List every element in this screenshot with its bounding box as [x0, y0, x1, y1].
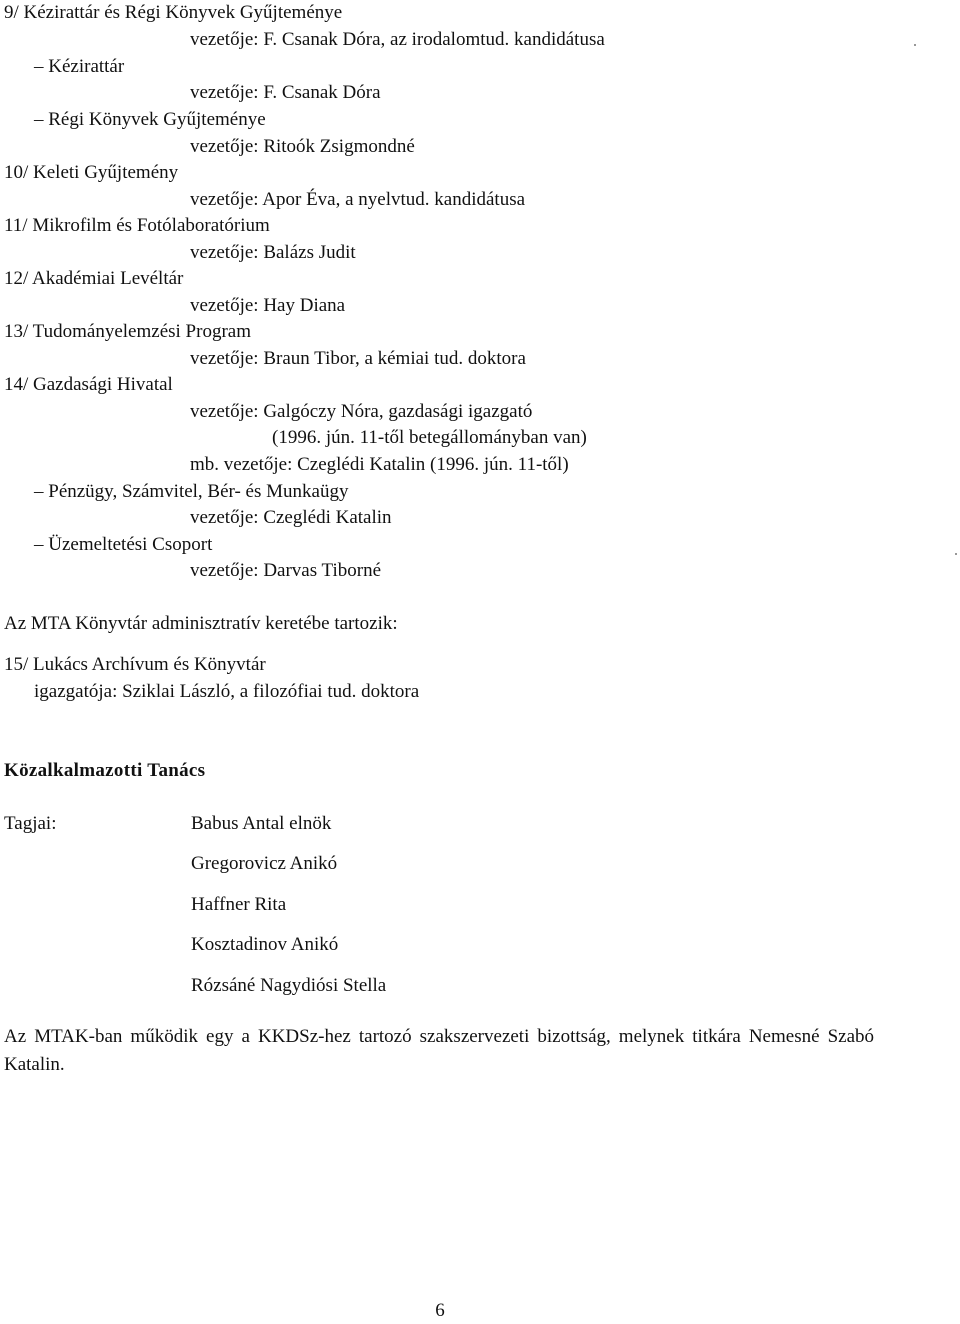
- council-member: Gregorovicz Anikó: [191, 853, 338, 874]
- subunit-finance-title: – Pénzügy, Számvitel, Bér- és Munkaügy: [34, 481, 349, 502]
- subunit-operations-head: vezetője: Darvas Tiborné: [190, 560, 382, 581]
- unit-12-title: 12/ Akadémiai Levéltár: [4, 268, 184, 289]
- unit-15-director: igazgatója: Sziklai László, a filozófiai tud. doktora: [34, 681, 420, 702]
- scan-speck: [914, 44, 916, 46]
- unit-14-head: vezetője: Galgóczy Nóra, gazdasági igazgató: [190, 401, 533, 422]
- admin-scope-intro: Az MTA Könyvtár adminisztratív keretébe tartozik:: [4, 613, 398, 634]
- subunit-operations-title: – Üzemeltetési Csoport: [34, 534, 213, 555]
- unit-14-title: 14/ Gazdasági Hivatal: [4, 374, 173, 395]
- scan-speck: [955, 553, 957, 555]
- unit-14-acting-head: mb. vezetője: Czeglédi Katalin (1996. jún. 11-től): [190, 454, 569, 475]
- page-number: 6: [435, 1300, 445, 1321]
- council-members-label: Tagjai:: [4, 813, 57, 834]
- subunit-old-books-head: vezetője: Ritoók Zsigmondné: [190, 136, 415, 157]
- subunit-old-books-title: – Régi Könyvek Gyűjteménye: [34, 109, 266, 130]
- unit-10-title: 10/ Keleti Gyűjtemény: [4, 162, 179, 183]
- union-committee-paragraph: Az MTAK-ban működik egy a KKDSz-hez tartozó szakszervezeti bizottság, melynek titkára Nemesné Szabó Katalin.: [4, 1026, 874, 1075]
- subunit-manuscripts-head: vezetője: F. Csanak Dóra: [190, 82, 381, 103]
- unit-10-head: vezetője: Apor Éva, a nyelvtud. kandidátusa: [190, 189, 526, 210]
- unit-13-title: 13/ Tudományelemzési Program: [4, 321, 251, 342]
- council-member: Haffner Rita: [191, 894, 287, 915]
- council-member: Kosztadinov Anikó: [191, 934, 339, 955]
- subunit-finance-head: vezetője: Czeglédi Katalin: [190, 507, 392, 528]
- council-heading: Közalkalmazotti Tanács: [4, 760, 206, 781]
- unit-11-head: vezetője: Balázs Judit: [190, 242, 356, 263]
- unit-11-title: 11/ Mikrofilm és Fotólaboratórium: [4, 215, 270, 236]
- unit-15-title: 15/ Lukács Archívum és Könyvtár: [4, 654, 266, 675]
- unit-13-head: vezetője: Braun Tibor, a kémiai tud. doktora: [190, 348, 526, 369]
- council-member: Rózsáné Nagydiósi Stella: [191, 975, 387, 996]
- unit-12-head: vezetője: Hay Diana: [190, 295, 346, 316]
- unit-9-title: 9/ Kézirattár és Régi Könyvek Gyűjteménye: [4, 2, 343, 23]
- subunit-manuscripts-title: – Kézirattár: [34, 56, 125, 77]
- council-member: Babus Antal elnök: [191, 813, 332, 834]
- unit-14-head-note: (1996. jún. 11-től betegállományban van): [272, 427, 587, 448]
- unit-9-head: vezetője: F. Csanak Dóra, az irodalomtud. kandidátusa: [190, 29, 605, 50]
